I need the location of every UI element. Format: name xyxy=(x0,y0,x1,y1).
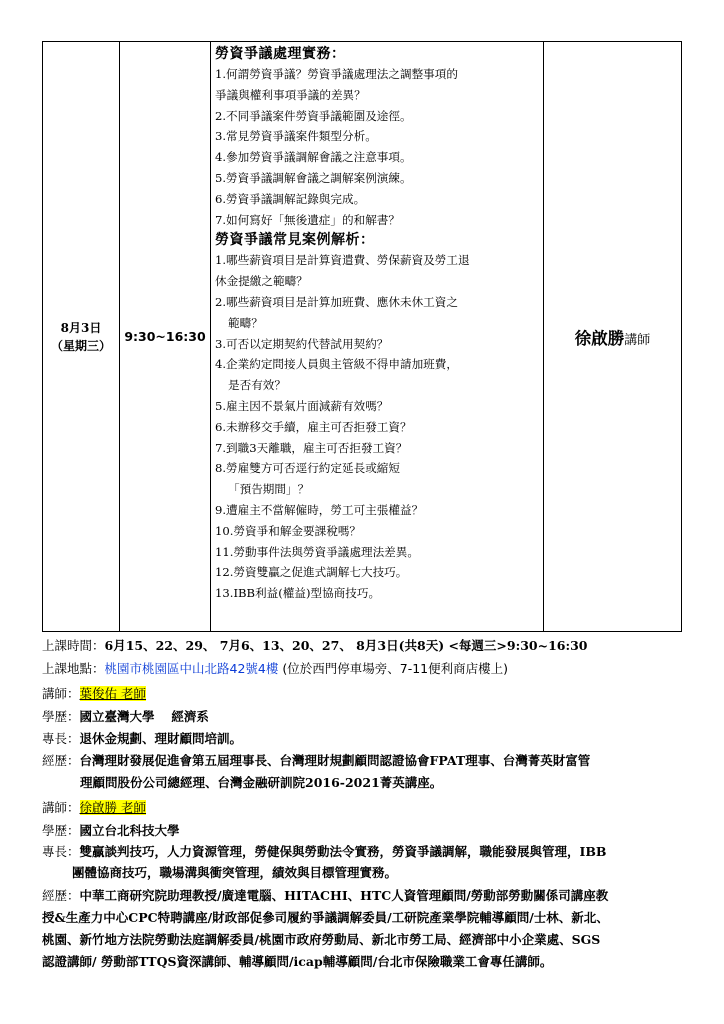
teacher2-specialty xyxy=(42,842,607,862)
teacher2-exp-line: 桃園、新竹地方法院勞動法庭調解委員/桃園市政府勞動局、新北市勞工局、經濟部中小企業處、SGS xyxy=(42,932,601,947)
teacher2-exp-line: 中華工商研究院助理教授/廣達電腦、HITACHI、HTC人資管理顧問/勞動部勞動關係司講座教 xyxy=(79,888,609,903)
teacher2-spec-line: 雙贏談判技巧，人力資源管理，勞健保與勞動法令實務，勞資爭議調解，職能發展與管理，IBB xyxy=(79,844,607,859)
weekday-text: （星期三） xyxy=(50,338,111,353)
section-item: 1.哪些薪資項目是計算資遣費、勞保薪資及勞工退 xyxy=(215,253,470,268)
section-item: 5.勞資爭議調解會議之調解案例演練。 xyxy=(215,170,412,185)
section-item: 4.企業約定問接人員與主管級不得申請加班費， xyxy=(215,357,458,372)
schedule-label: 上課時間： xyxy=(42,638,105,653)
teacher2-exp-label: 經歷： xyxy=(42,888,80,903)
section-item: 11.勞動事件法與勞資爭議處理法差異。 xyxy=(215,544,419,559)
teacher2-experience-cont xyxy=(42,930,600,950)
teacher1-title: 老師 xyxy=(117,686,147,701)
course-table xyxy=(42,41,682,632)
teacher1-specialty xyxy=(42,729,242,749)
section-item: 5.雇主因不景氣片面減薪有效嗎？ xyxy=(215,398,389,413)
section-item: 「預告期間」？ xyxy=(228,482,310,497)
teacher1-education xyxy=(42,707,209,727)
date-text: 8月3日 xyxy=(60,320,102,335)
section-item: 爭議與權利事項爭議的差異？ xyxy=(215,87,366,102)
teacher2-exp-line: 認證講師/ 勞動部TTQS資深講師、輔導顧問/icap輔導顧問/台北市保險職業工會專任講師。 xyxy=(42,954,553,969)
teacher2-edu-label: 學歷： xyxy=(42,823,80,838)
date-cell xyxy=(43,42,120,632)
teacher1-exp-label: 經歷： xyxy=(42,753,80,768)
section-title: 勞資爭議常見案例解析： xyxy=(215,232,375,249)
course-row xyxy=(43,42,682,632)
section-title: 勞資爭議處理實務： xyxy=(215,46,346,62)
teacher2-experience-cont xyxy=(42,908,609,928)
section-item: 8.勞雇雙方可否逕行約定延長或縮短 xyxy=(215,461,400,476)
teacher2-spec-label: 專長： xyxy=(42,844,80,859)
teacher1-heading xyxy=(42,684,146,704)
teacher-cell xyxy=(544,42,682,632)
teacher2-name: 徐啟勝 xyxy=(79,800,118,815)
location-note: (位於西門停車場旁、7-11便利商店樓上) xyxy=(282,661,508,676)
section-item: 6.未辦移交手續，雇主可否拒發工資？ xyxy=(215,419,412,434)
teacher-suffix: 講師 xyxy=(624,332,651,348)
teacher-name: 徐啟勝 xyxy=(574,328,625,348)
location-value: 桃園市桃園區中山北路42號4樓 xyxy=(104,661,279,676)
section-item: 1.何謂勞資爭議？勞資爭議處理法之調整事項的 xyxy=(215,67,458,81)
teacher1-experience xyxy=(42,751,590,771)
teacher1-edu-label: 學歷： xyxy=(42,709,80,724)
teacher2-spec-line: 團體協商技巧，職場溝與衝突管理，績效與目標管理實務。 xyxy=(72,865,398,880)
schedule-line xyxy=(42,636,588,656)
time-cell xyxy=(120,42,211,632)
teacher2-label: 講師： xyxy=(42,800,80,815)
teacher1-edu: 國立臺灣大學 經濟系 xyxy=(79,709,209,724)
teacher1-name: 葉俊佑 xyxy=(79,686,118,701)
teacher1-experience-cont xyxy=(22,773,442,793)
section-item: 7.如何寫好「無後遺症」的和解書？ xyxy=(215,212,400,227)
section-item: 6.勞資爭議調解記錄與完成。 xyxy=(215,191,366,206)
section-item: 2.哪些薪資項目是計算加班費、應休未休工資之 xyxy=(215,294,458,309)
schedule-value: 6月15、22、29、 7月6、13、20、27、 8月3日(共8天) <每週三>9:30~16:30 xyxy=(104,638,588,653)
time-text: 9:30~16:30 xyxy=(124,329,206,344)
section-item: 是否有效？ xyxy=(228,378,286,393)
section-item: 10.勞資爭和解金要課稅嗎？ xyxy=(215,523,361,538)
teacher2-experience xyxy=(42,886,608,906)
content-sections xyxy=(215,44,539,604)
teacher1-exp-line: 理顧問股份公司總經理、台灣金融研訓院2016-2021菁英講座。 xyxy=(80,775,443,790)
teacher2-heading xyxy=(42,798,146,818)
section-item: 3.常見勞資爭議案件類型分析。 xyxy=(215,129,377,144)
section-item: 2.不同爭議案件勞資爭議範圍及途徑。 xyxy=(215,108,412,123)
location-label: 上課地點： xyxy=(42,661,105,676)
teacher2-specialty-cont xyxy=(14,863,397,883)
section-item: 12.勞資雙贏之促進式調解七大技巧。 xyxy=(215,565,408,580)
section-item: 9.遭雇主不當解僱時，勞工可主張權益？ xyxy=(215,502,424,517)
section-item: 3.可否以定期契約代替試用契約？ xyxy=(215,336,389,351)
section-item: 範疇？ xyxy=(228,315,263,330)
teacher2-education xyxy=(42,821,180,841)
location-line xyxy=(42,659,508,679)
teacher1-label: 講師： xyxy=(42,686,80,701)
teacher2-exp-line: 授&生產力中心CPC特聘講座/財政部促參司履約爭議調解委員/工研院產業學院輔導顧問/士林、新北、 xyxy=(42,910,609,925)
teacher2-edu: 國立台北科技大學 xyxy=(79,823,180,838)
content-cell xyxy=(211,42,544,632)
section-item: 13.IBB利益(權益)型協商技巧。 xyxy=(215,586,381,601)
section-item: 7.到職3天離職，雇主可否拒發工資？ xyxy=(215,440,408,455)
teacher1-spec-label: 專長： xyxy=(42,731,80,746)
teacher2-title: 老師 xyxy=(117,800,147,815)
section-item: 休金提繳之範疇？ xyxy=(215,274,308,289)
teacher1-spec-line: 退休金規劃、理財顧問培訓。 xyxy=(79,731,243,746)
teacher2-experience-cont xyxy=(42,952,552,972)
section-item: 4.參加勞資爭議調解會議之注意事項。 xyxy=(215,150,412,165)
teacher1-exp-line: 台灣理財發展促進會第五屆理事長、台灣理財規劃顧問認證協會FPAT理事、台灣菁英財富管 xyxy=(79,753,591,768)
